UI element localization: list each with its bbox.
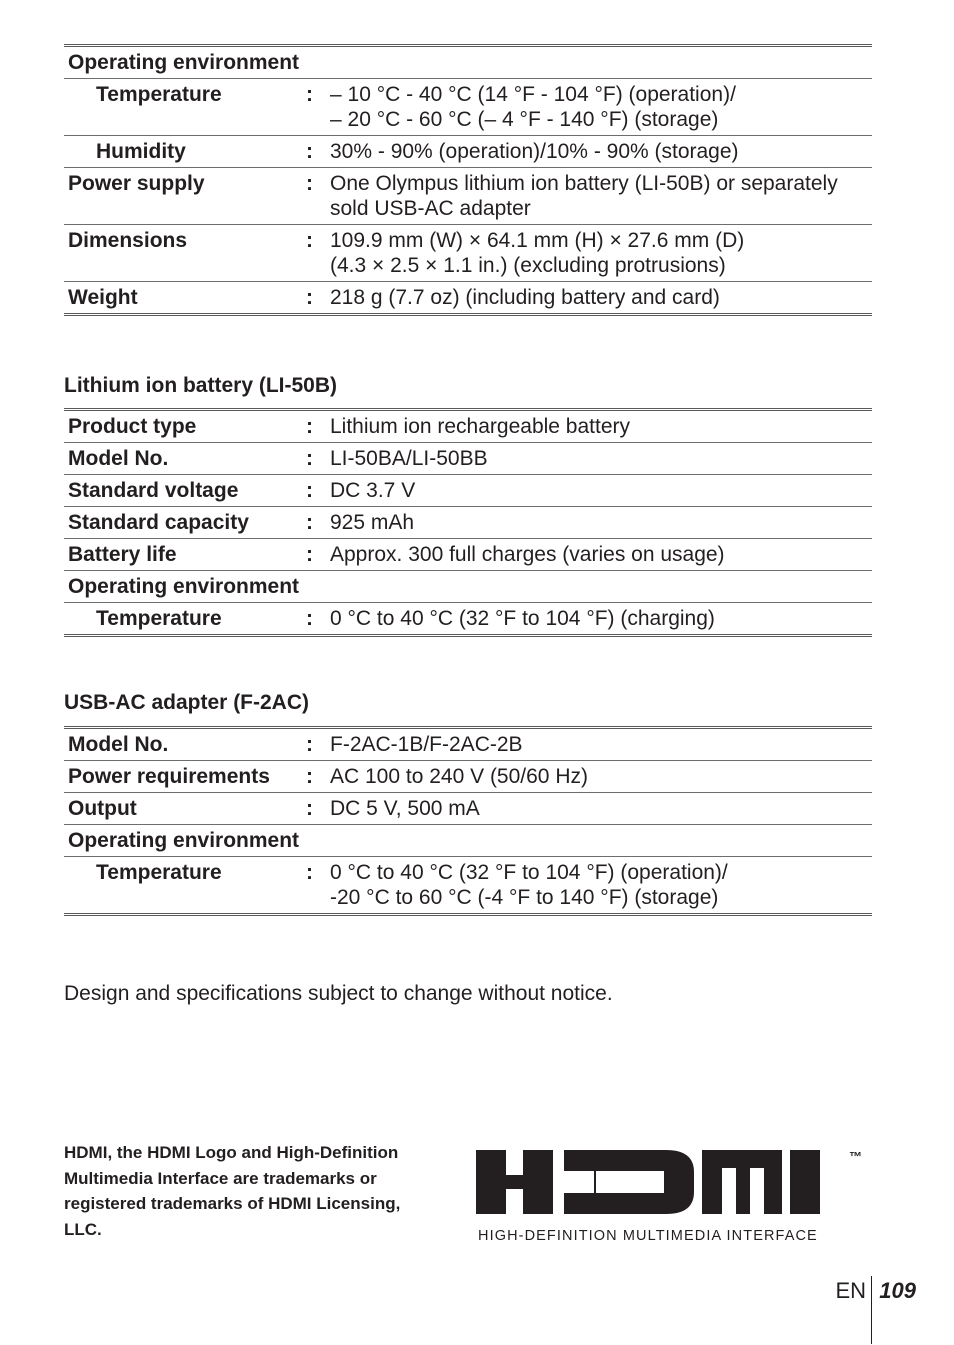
spec-colon: : — [306, 168, 328, 225]
spec-label: Model No. — [64, 728, 306, 761]
spec-value: 30% - 90% (operation)/10% - 90% (storage) — [328, 136, 872, 168]
adapter-heading: USB-AC adapter (F-2AC) — [64, 691, 310, 714]
spec-row-operating-environment — [64, 46, 872, 79]
spec-label: Operating environment — [64, 46, 306, 79]
spec-value: 925 mAh — [328, 507, 872, 539]
spec-value: LI-50BA/LI-50BB — [328, 443, 872, 475]
adapter-spec-table — [64, 726, 872, 916]
hdmi-tagline: HIGH-DEFINITION MULTIMEDIA INTERFACE — [478, 1228, 818, 1244]
spec-colon: : — [306, 475, 328, 507]
spec-value: 109.9 mm (W) × 64.1 mm (H) × 27.6 mm (D) (4.3 × 2.5 × 1.1 in.) (excluding protrusions) — [328, 225, 872, 282]
spec-row-temperature — [64, 603, 872, 636]
spec-value: 218 g (7.7 oz) (including battery and card) — [328, 282, 872, 315]
spec-label: Humidity — [64, 136, 306, 168]
spec-label: Standard voltage — [64, 475, 306, 507]
spec-row-weight — [64, 282, 872, 315]
spec-row-power-requirements — [64, 761, 872, 793]
footer-divider — [871, 1276, 872, 1344]
spec-colon: : — [306, 728, 328, 761]
spec-label: Model No. — [64, 443, 306, 475]
page-number: 109 — [879, 1278, 916, 1303]
spec-colon: : — [306, 136, 328, 168]
spec-value: One Olympus lithium ion battery (LI-50B) or separately sold USB-AC adapter — [328, 168, 872, 225]
spec-value: AC 100 to 240 V (50/60 Hz) — [328, 761, 872, 793]
battery-heading: Lithium ion battery (LI-50B) — [64, 374, 337, 397]
spec-value: Lithium ion rechargeable battery — [328, 410, 872, 443]
spec-label: Battery life — [64, 539, 306, 571]
spec-label: Operating environment — [64, 571, 306, 603]
spec-row-battery-life — [64, 539, 872, 571]
spec-value: F-2AC-1B/F-2AC-2B — [328, 728, 872, 761]
spec-value: 0 °C to 40 °C (32 °F to 104 °F) (operation)/ -20 °C to 60 °C (-4 °F to 140 °F) (storage) — [328, 857, 872, 915]
spec-value: 0 °C to 40 °C (32 °F to 104 °F) (charging) — [328, 603, 872, 636]
spec-row-dimensions — [64, 225, 872, 282]
spec-colon: : — [306, 793, 328, 825]
spec-row-product-type — [64, 410, 872, 443]
spec-value: Approx. 300 full charges (varies on usage) — [328, 539, 872, 571]
spec-value: DC 5 V, 500 mA — [328, 793, 872, 825]
spec-row-standard-capacity — [64, 507, 872, 539]
spec-row-operating-environment — [64, 571, 872, 603]
spec-label: Power supply — [64, 168, 306, 225]
spec-colon: : — [306, 282, 328, 315]
spec-colon: : — [306, 507, 328, 539]
spec-label: Power requirements — [64, 761, 306, 793]
spec-row-temperature — [64, 857, 872, 915]
language-code: EN — [835, 1278, 866, 1303]
spec-row-temperature — [64, 79, 872, 136]
spec-label: Product type — [64, 410, 306, 443]
spec-label: Temperature — [64, 79, 306, 136]
spec-colon: : — [306, 410, 328, 443]
spec-label: Temperature — [64, 603, 306, 636]
spec-row-operating-environment — [64, 825, 872, 857]
spec-colon: : — [306, 603, 328, 636]
spec-colon: : — [306, 857, 328, 915]
spec-colon: : — [306, 79, 328, 136]
spec-row-power-supply — [64, 168, 872, 225]
trademark-notice: HDMI, the HDMI Logo and High-Definition Multimedia Interface are trademarks or registered trademarks of HDMI Licensing, LLC. — [64, 1143, 401, 1239]
spec-colon: : — [306, 761, 328, 793]
spec-row-standard-voltage — [64, 475, 872, 507]
spec-label: Weight — [64, 282, 306, 315]
battery-spec-table — [64, 408, 872, 637]
spec-label: Operating environment — [64, 825, 306, 857]
camera-spec-table — [64, 44, 872, 316]
spec-label: Standard capacity — [64, 507, 306, 539]
spec-row-model-no — [64, 443, 872, 475]
spec-label: Dimensions — [64, 225, 306, 282]
spec-row-output — [64, 793, 872, 825]
spec-colon: : — [306, 443, 328, 475]
spec-colon: : — [306, 539, 328, 571]
spec-label: Output — [64, 793, 306, 825]
trademark-symbol: ™ — [849, 1149, 862, 1164]
spec-colon: : — [306, 225, 328, 282]
spec-row-model-no — [64, 728, 872, 761]
specifications-notice: Design and specifications subject to change without notice. — [64, 982, 613, 1005]
spec-row-humidity — [64, 136, 872, 168]
spec-value: – 10 °C - 40 °C (14 °F - 104 °F) (operation)/ – 20 °C - 60 °C (– 4 °F - 140 °F) (storage) — [328, 79, 872, 136]
hdmi-logo — [476, 1148, 840, 1216]
spec-label: Temperature — [64, 857, 306, 915]
spec-value: DC 3.7 V — [328, 475, 872, 507]
